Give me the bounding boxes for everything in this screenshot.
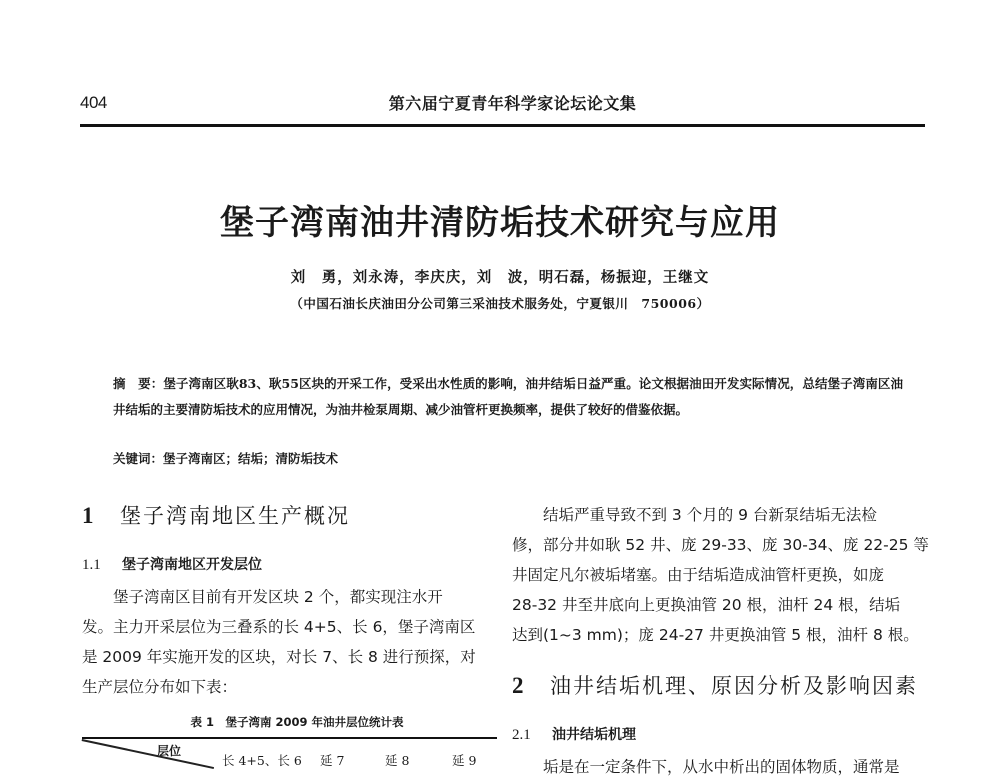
abstract (113, 371, 903, 423)
table-column-header: 延 7 (320, 753, 345, 768)
paper-title: 堡子湾南油井清防垢技术研究与应用 (220, 203, 780, 243)
subsection-title: 堡子湾南地区开发层位 (122, 557, 262, 573)
paragraph-line: 堡子湾南区目前有开发区块 2 个，都实现注水开 (113, 588, 443, 606)
diagonal-header-line (82, 739, 214, 769)
paragraph-line: 井固定凡尔被垢堵塞。由于结垢造成油管杆更换，如庞 (512, 566, 885, 584)
subsection-number: 1.1 (82, 557, 101, 573)
subsection-title: 油井结垢机理 (552, 727, 636, 743)
paragraph (512, 752, 942, 782)
section-number: 2 (512, 673, 526, 698)
section-number: 1 (82, 503, 96, 528)
section-heading-1 (82, 500, 512, 534)
paragraph-line: 生产层位分布如下表： (82, 678, 238, 696)
abstract-label: 摘 要： (113, 376, 164, 391)
keywords (113, 449, 338, 467)
paragraph-line: 结垢严重导致不到 3 个月的 9 台新泵结垢无法检 (543, 506, 877, 524)
keywords-label: 关键词： (113, 451, 164, 466)
subsection-heading-2-1 (512, 724, 942, 752)
section-title: 油井结垢机理、原因分析及影响因素 (550, 674, 918, 698)
keywords-text: 堡子湾南区；结垢；清防垢技术 (163, 451, 339, 466)
header-rule (80, 124, 925, 127)
page-number: 404 (80, 93, 107, 112)
running-header (80, 93, 925, 123)
subsection-number: 2.1 (512, 727, 531, 743)
table-column-header: 延 8 (385, 753, 410, 768)
table-column-header: 长 4+5、长 6 (222, 753, 302, 768)
paragraph-line: 发。主力开采层位为三叠系的长 4+5、长 6，堡子湾南区 (82, 618, 476, 636)
abstract-text: 堡子湾南区耿83、耿55区块的开采工作，受采出水性质的影响，油井结垢日益严重。论文根据油田开发实际情况，总结堡子湾南区油井结垢的主要清防垢技术的应用情况，为油井检泵周期、减少油管杆更换频率，提供了较好的借鉴依据。 (113, 376, 903, 417)
paragraph-line-partial: 垢是在一定条件下，从水中析出的固体物质，通常是 (543, 758, 900, 776)
table-corner-label: 层位 (157, 744, 182, 758)
paragraph-line: 达到(1~3 mm)；庞 24-27 井更换油管 5 根，油杆 8 根。 (512, 626, 919, 644)
section-title: 堡子湾南地区生产概况 (120, 504, 350, 528)
table-caption: 表 1 堡子湾南 2009 年油井层位统计表 (190, 715, 404, 729)
table-column-header: 延 9 (452, 753, 477, 768)
paragraph-line: 28-32 井至井底向上更换油管 20 根，油杆 24 根，结垢 (512, 596, 901, 614)
table-header (82, 739, 497, 769)
affiliation: （中国石油长庆油田分公司第三采油技术服务处，宁夏银川 750006） (290, 296, 710, 311)
left-column (82, 500, 512, 769)
paragraph (512, 500, 942, 650)
paragraph-line: 是 2009 年实施开发的区块，对长 7、长 8 进行预探，对 (82, 648, 476, 666)
authors: 刘 勇，刘永涛，李庆庆，刘 波，明石磊，杨振迎，王继文 (290, 269, 710, 286)
paragraph (82, 582, 512, 702)
subsection-heading-1-1 (82, 554, 512, 582)
paragraph-line: 修，部分井如耿 52 井、庞 29-33、庞 30-34、庞 22-25 等 (512, 536, 929, 554)
section-heading-2 (512, 670, 942, 704)
right-column (512, 500, 942, 782)
journal-title: 第六届宁夏青年科学家论坛论文集 (388, 94, 637, 113)
